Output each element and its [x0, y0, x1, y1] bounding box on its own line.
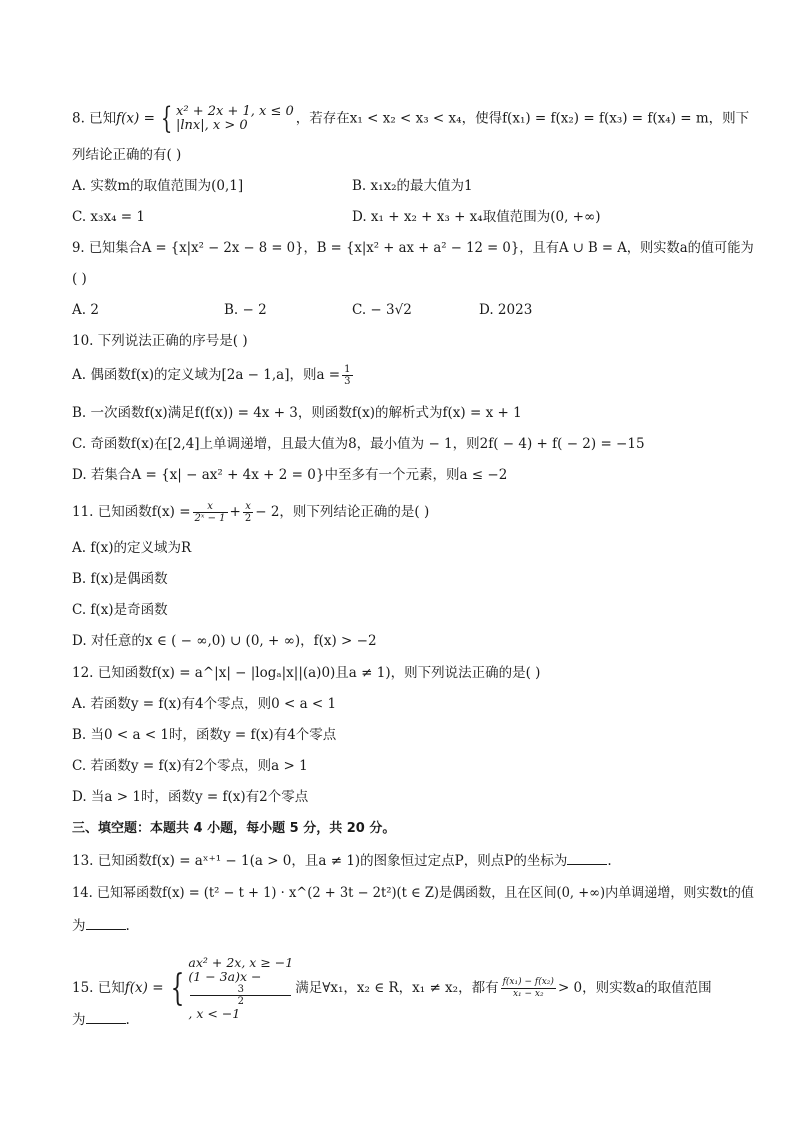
q8-stem	[72, 101, 750, 136]
q9-option-b: B. − 2	[224, 302, 267, 318]
q15-fx: f(x) =	[124, 980, 164, 996]
q15-case2-fraction	[190, 984, 291, 1007]
q15-line2	[72, 1006, 734, 1030]
q9-option-c: C. − 3√2	[352, 302, 412, 318]
q11-f2-den: 2	[244, 513, 252, 524]
q10-option-a-text: A. 偶函数f(x)的定义域为[2a − 1,a]，则a =	[72, 367, 341, 383]
q8-option-d: D. x₁ + x₂ + x₃ + x₄取值范围为(0, +∞)	[352, 209, 601, 225]
q10-a-num: 1	[344, 364, 351, 375]
q9-stem-line2: ( )	[72, 271, 87, 287]
q11-f1-den: 2ˣ − 1	[194, 513, 226, 524]
q11-fraction2	[243, 501, 253, 524]
q13-stem-text: 13. 已知函数f(x) = aˣ⁺¹ − 1(a > 0，且a ≠ 1)的图象恒过定点P，则点P的坐标为	[72, 853, 568, 869]
q8-case2: |lnx|, x > 0	[176, 118, 248, 133]
q11-option-b: B. f(x)是偶函数	[72, 571, 168, 587]
q11-stem-post: − 2，则下列结论正确的是( )	[255, 504, 430, 520]
section3-title: 三、填空题：本题共 4 小题，每小题 5 分，共 20 分。	[72, 821, 396, 836]
q8-piecewise: { x² + 2x + 1, x ≤ 0 |lnx|, x > 0	[160, 101, 294, 136]
q12-stem: 12. 已知函数f(x) = a^|x| − |logₐ|x||(a)0)且a ≠ 1)，则下列说法正确的是( )	[72, 665, 541, 681]
q8-option-c: C. x₃x₄ = 1	[72, 209, 145, 225]
q11-plus: +	[229, 504, 241, 520]
q15-case2-pre: (1 − 3a)x −	[188, 969, 262, 984]
q11-fraction1	[193, 501, 228, 524]
q10-option-a	[72, 364, 734, 387]
q8-fx: f(x) =	[116, 110, 155, 127]
q11-label: 11. 已知函数f(x) =	[72, 504, 191, 520]
q8-stem-line2: 列结论正确的有( )	[72, 147, 182, 163]
q15-mid: 满足∀x₁，x₂ ∈ R，x₁ ≠ x₂，都有	[295, 980, 499, 996]
q15-label: 15. 已知	[72, 980, 125, 996]
q15-cond-num: f(x₁) − f(x₂)	[502, 977, 554, 987]
q8-stem-post: ，若存在x₁ < x₂ < x₃ < x₄，使得f(x₁) = f(x₂) = f(x₃) = f(x₄) = m，则下	[295, 110, 750, 127]
q13-answer-blank[interactable]	[567, 850, 607, 865]
q9-option-d: D. 2023	[479, 302, 533, 318]
q11-option-d: D. 对任意的x ∈ ( − ∞,0) ∪ (0, + ∞)，f(x) > −2	[72, 633, 377, 649]
q11-f2-num: x	[243, 501, 253, 513]
q8-label: 8. 已知	[72, 110, 117, 127]
q15-stem-post: > 0，则实数a的取值范围	[557, 980, 712, 996]
q13-end: .	[607, 853, 612, 869]
q11-option-c: C. f(x)是奇函数	[72, 602, 168, 618]
q10-option-c: C. 奇函数f(x)在[2,4]上单调递增，且最大值为8，最小值为 − 1，则2f( − 4) + f( − 2) = −15	[72, 436, 645, 452]
q8-case1: x² + 2x + 1, x ≤ 0	[176, 104, 294, 119]
q9-option-a: A. 2	[72, 302, 99, 318]
q10-option-d: D. 若集合A = {x| − ax² + 4x + 2 = 0}中至多有一个元素，则a ≤ −2	[72, 467, 508, 483]
q15-case2-post: , x < −1	[188, 1006, 241, 1021]
q15-case2-num: 3	[190, 984, 291, 996]
q10-a-den: 3	[344, 376, 351, 387]
q15-cond-den: x₁ − x₂	[512, 989, 544, 999]
q11-stem	[72, 501, 734, 524]
q15-case2-den: 2	[237, 996, 244, 1007]
q12-option-a: A. 若函数y = f(x)有4个零点，则0 < a < 1	[72, 696, 337, 712]
q12-option-c: C. 若函数y = f(x)有2个零点，则a > 1	[72, 758, 308, 774]
q15-line2-text: 为	[72, 1012, 86, 1028]
q8-option-b: B. x₁x₂的最大值为1	[352, 178, 473, 194]
q8-option-a: A. 实数m的取值范围为(0,1]	[72, 178, 244, 194]
q14-stem: 14. 已知幂函数f(x) = (t² − t + 1) · x^(2 + 3t − 2t²)(t ∈ Z)是偶函数，且在区间(0, +∞)内单调递增，则实数t的值	[72, 885, 754, 901]
q9-stem: 9. 已知集合A = {x|x² − 2x − 8 = 0}，B = {x|x² + ax + a² − 12 = 0}，且有A ∪ B = A，则实数a的值可能为	[72, 240, 754, 256]
q15-cond-fraction	[501, 977, 556, 1000]
q11-option-a: A. f(x)的定义域为R	[72, 540, 192, 556]
q11-f1-num: x	[193, 501, 228, 513]
q10-option-a-fraction	[342, 364, 352, 387]
q15-end: .	[125, 1012, 130, 1028]
q14-line2	[72, 915, 734, 936]
q15-case1: ax² + 2x, x ≥ −1	[188, 955, 294, 970]
q14-answer-blank[interactable]	[86, 915, 126, 930]
q10-option-b: B. 一次函数f(x)满足f(f(x)) = 4x + 3，则函数f(x)的解析式为f(x) = x + 1	[72, 405, 522, 421]
q14-end: .	[125, 918, 130, 934]
q12-option-b: B. 当0 < a < 1时，函数y = f(x)有4个零点	[72, 727, 337, 743]
q10-stem: 10. 下列说法正确的序号是( )	[72, 333, 248, 349]
q14-line2-text: 为	[72, 918, 86, 934]
q12-option-d: D. 当a > 1时，函数y = f(x)有2个零点	[72, 789, 309, 805]
q15-answer-blank[interactable]	[86, 1009, 126, 1024]
q15-piecewise: { ax² + 2x, x ≥ −1 (1 − 3a)x − 3 2 , x < −1	[170, 955, 294, 1021]
q13-stem	[72, 850, 734, 871]
